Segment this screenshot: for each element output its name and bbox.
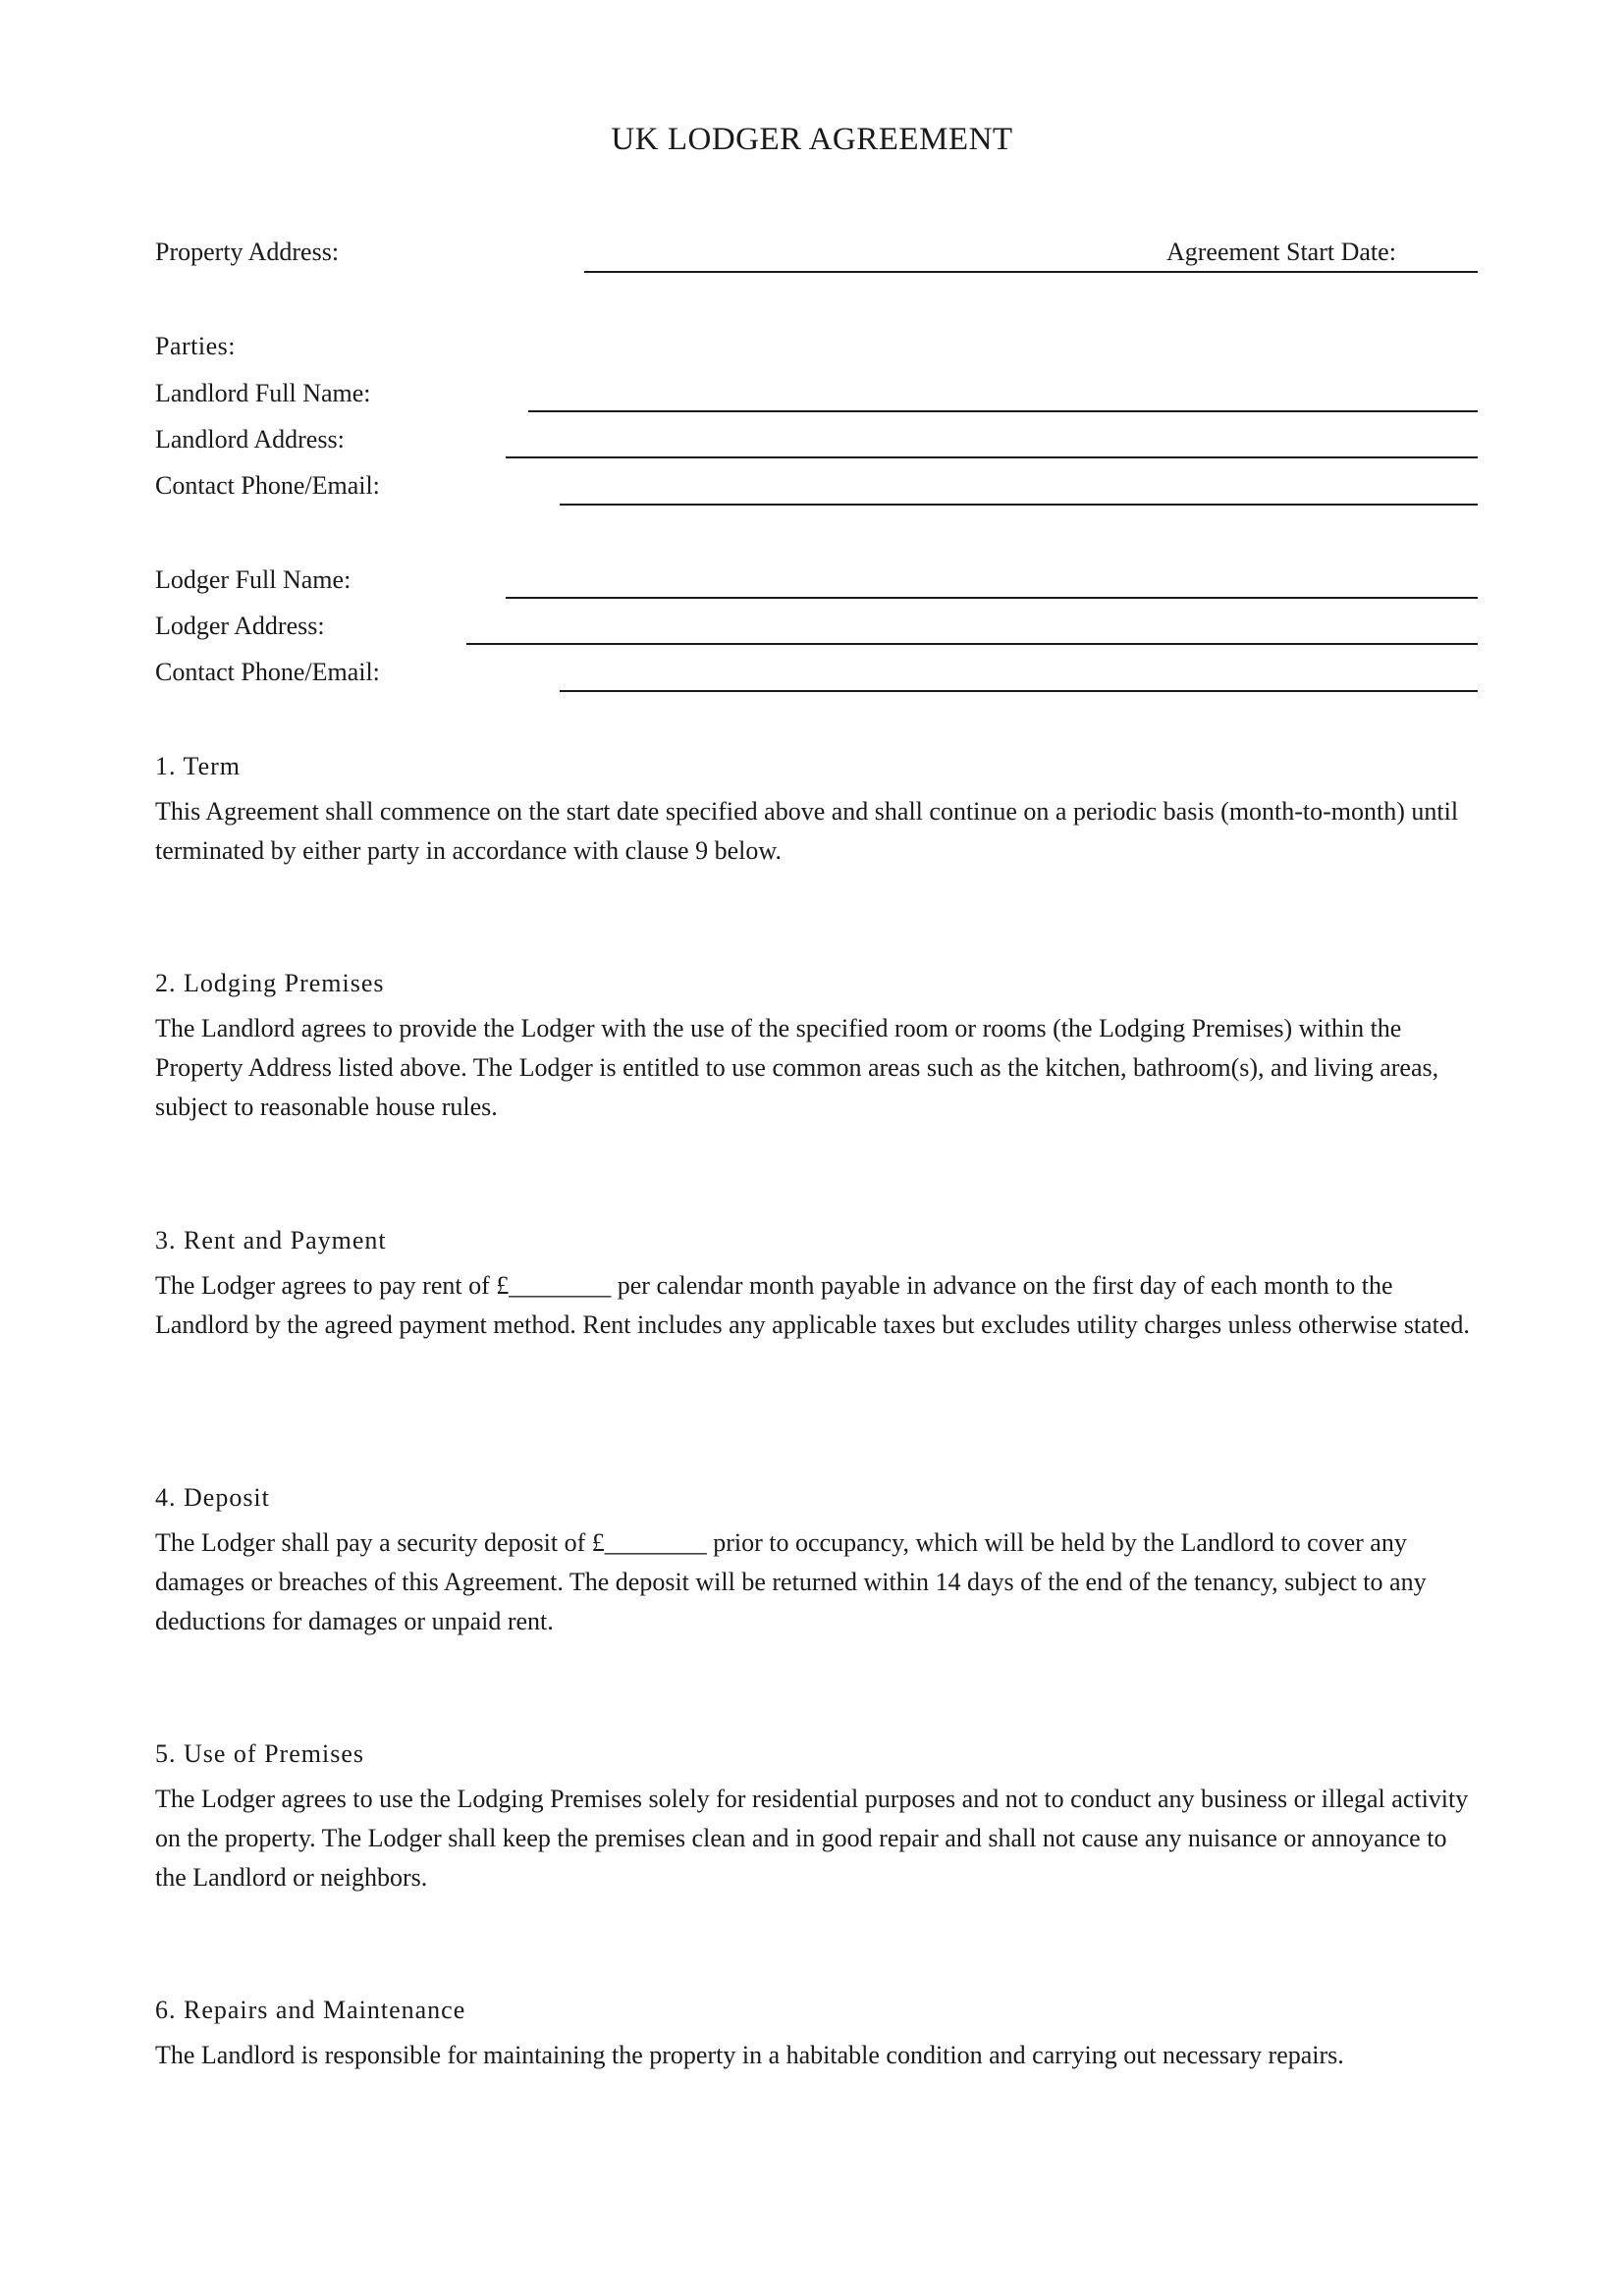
lodger-address-label: Lodger Address: xyxy=(155,612,325,640)
section-heading-lodging-premises: 2. Lodging Premises xyxy=(155,969,385,997)
section-heading-deposit: 4. Deposit xyxy=(155,1483,270,1512)
section-body-rent-and-payment: The Lodger agrees to pay rent of £________ per calendar month payable in advance on the first day of each month to the Landlord by the agreed payment method. Rent includes any applicable taxes but excludes utility charges unless otherwise stated. xyxy=(155,1271,1470,1339)
landlord-full-name-field[interactable] xyxy=(528,410,1478,412)
landlord-contact-label: Contact Phone/Email: xyxy=(155,471,380,500)
landlord-contact-field[interactable] xyxy=(560,504,1478,506)
lodger-full-name-field[interactable] xyxy=(506,597,1478,599)
parties-heading: Parties: xyxy=(155,332,236,360)
lodger-address-field[interactable] xyxy=(466,643,1478,645)
section-heading-rent-and-payment: 3. Rent and Payment xyxy=(155,1226,387,1255)
lodger-contact-label: Contact Phone/Email: xyxy=(155,658,380,686)
lodger-full-name-label: Lodger Full Name: xyxy=(155,565,352,594)
agreement-start-date-label: Agreement Start Date: xyxy=(1166,238,1396,266)
landlord-address-field[interactable] xyxy=(506,456,1478,458)
lodger-contact-field[interactable] xyxy=(560,690,1478,692)
section-heading-term: 1. Term xyxy=(155,752,242,780)
section-body-repairs-and-maintenance: The Landlord is responsible for maintaining the property in a habitable condition and carrying out necessary repairs. xyxy=(155,2041,1344,2069)
landlord-address-label: Landlord Address: xyxy=(155,425,345,454)
section-body-lodging-premises: The Landlord agrees to provide the Lodger with the use of the specified room or rooms (the Lodging Premises) within the Property Address listed above. The Lodger is entitled to use common areas such as the kitchen, bathroom(s), and living areas, subject to reasonable house rules. xyxy=(155,1014,1439,1121)
section-heading-use-of-premises: 5. Use of Premises xyxy=(155,1739,364,1768)
landlord-full-name-label: Landlord Full Name: xyxy=(155,379,371,407)
section-body-deposit: The Lodger shall pay a security deposit of £________ prior to occupancy, which will be held by the Landlord to cover any damages or breaches of this Agreement. The deposit will be returned within 14 days of the end of the tenancy, subject to any deductions for damages or unpaid rent. xyxy=(155,1528,1427,1635)
section-heading-repairs-and-maintenance: 6. Repairs and Maintenance xyxy=(155,1996,466,2024)
section-body-term: This Agreement shall commence on the start date specified above and shall continue on a periodic basis (month-to-month) until terminated by either party in accordance with clause 9 below. xyxy=(155,797,1459,865)
section-body-use-of-premises: The Lodger agrees to use the Lodging Premises solely for residential purposes and not to conduct any business or illegal activity on the property. The Lodger shall keep the premises clean and in good repair and shall not cause any nuisance or annoyance to the Landlord or neighbors. xyxy=(155,1785,1469,1892)
property-address-field[interactable] xyxy=(584,271,1478,273)
document-title: UK LODGER AGREEMENT xyxy=(611,122,1013,157)
property-address-label: Property Address: xyxy=(155,238,340,266)
